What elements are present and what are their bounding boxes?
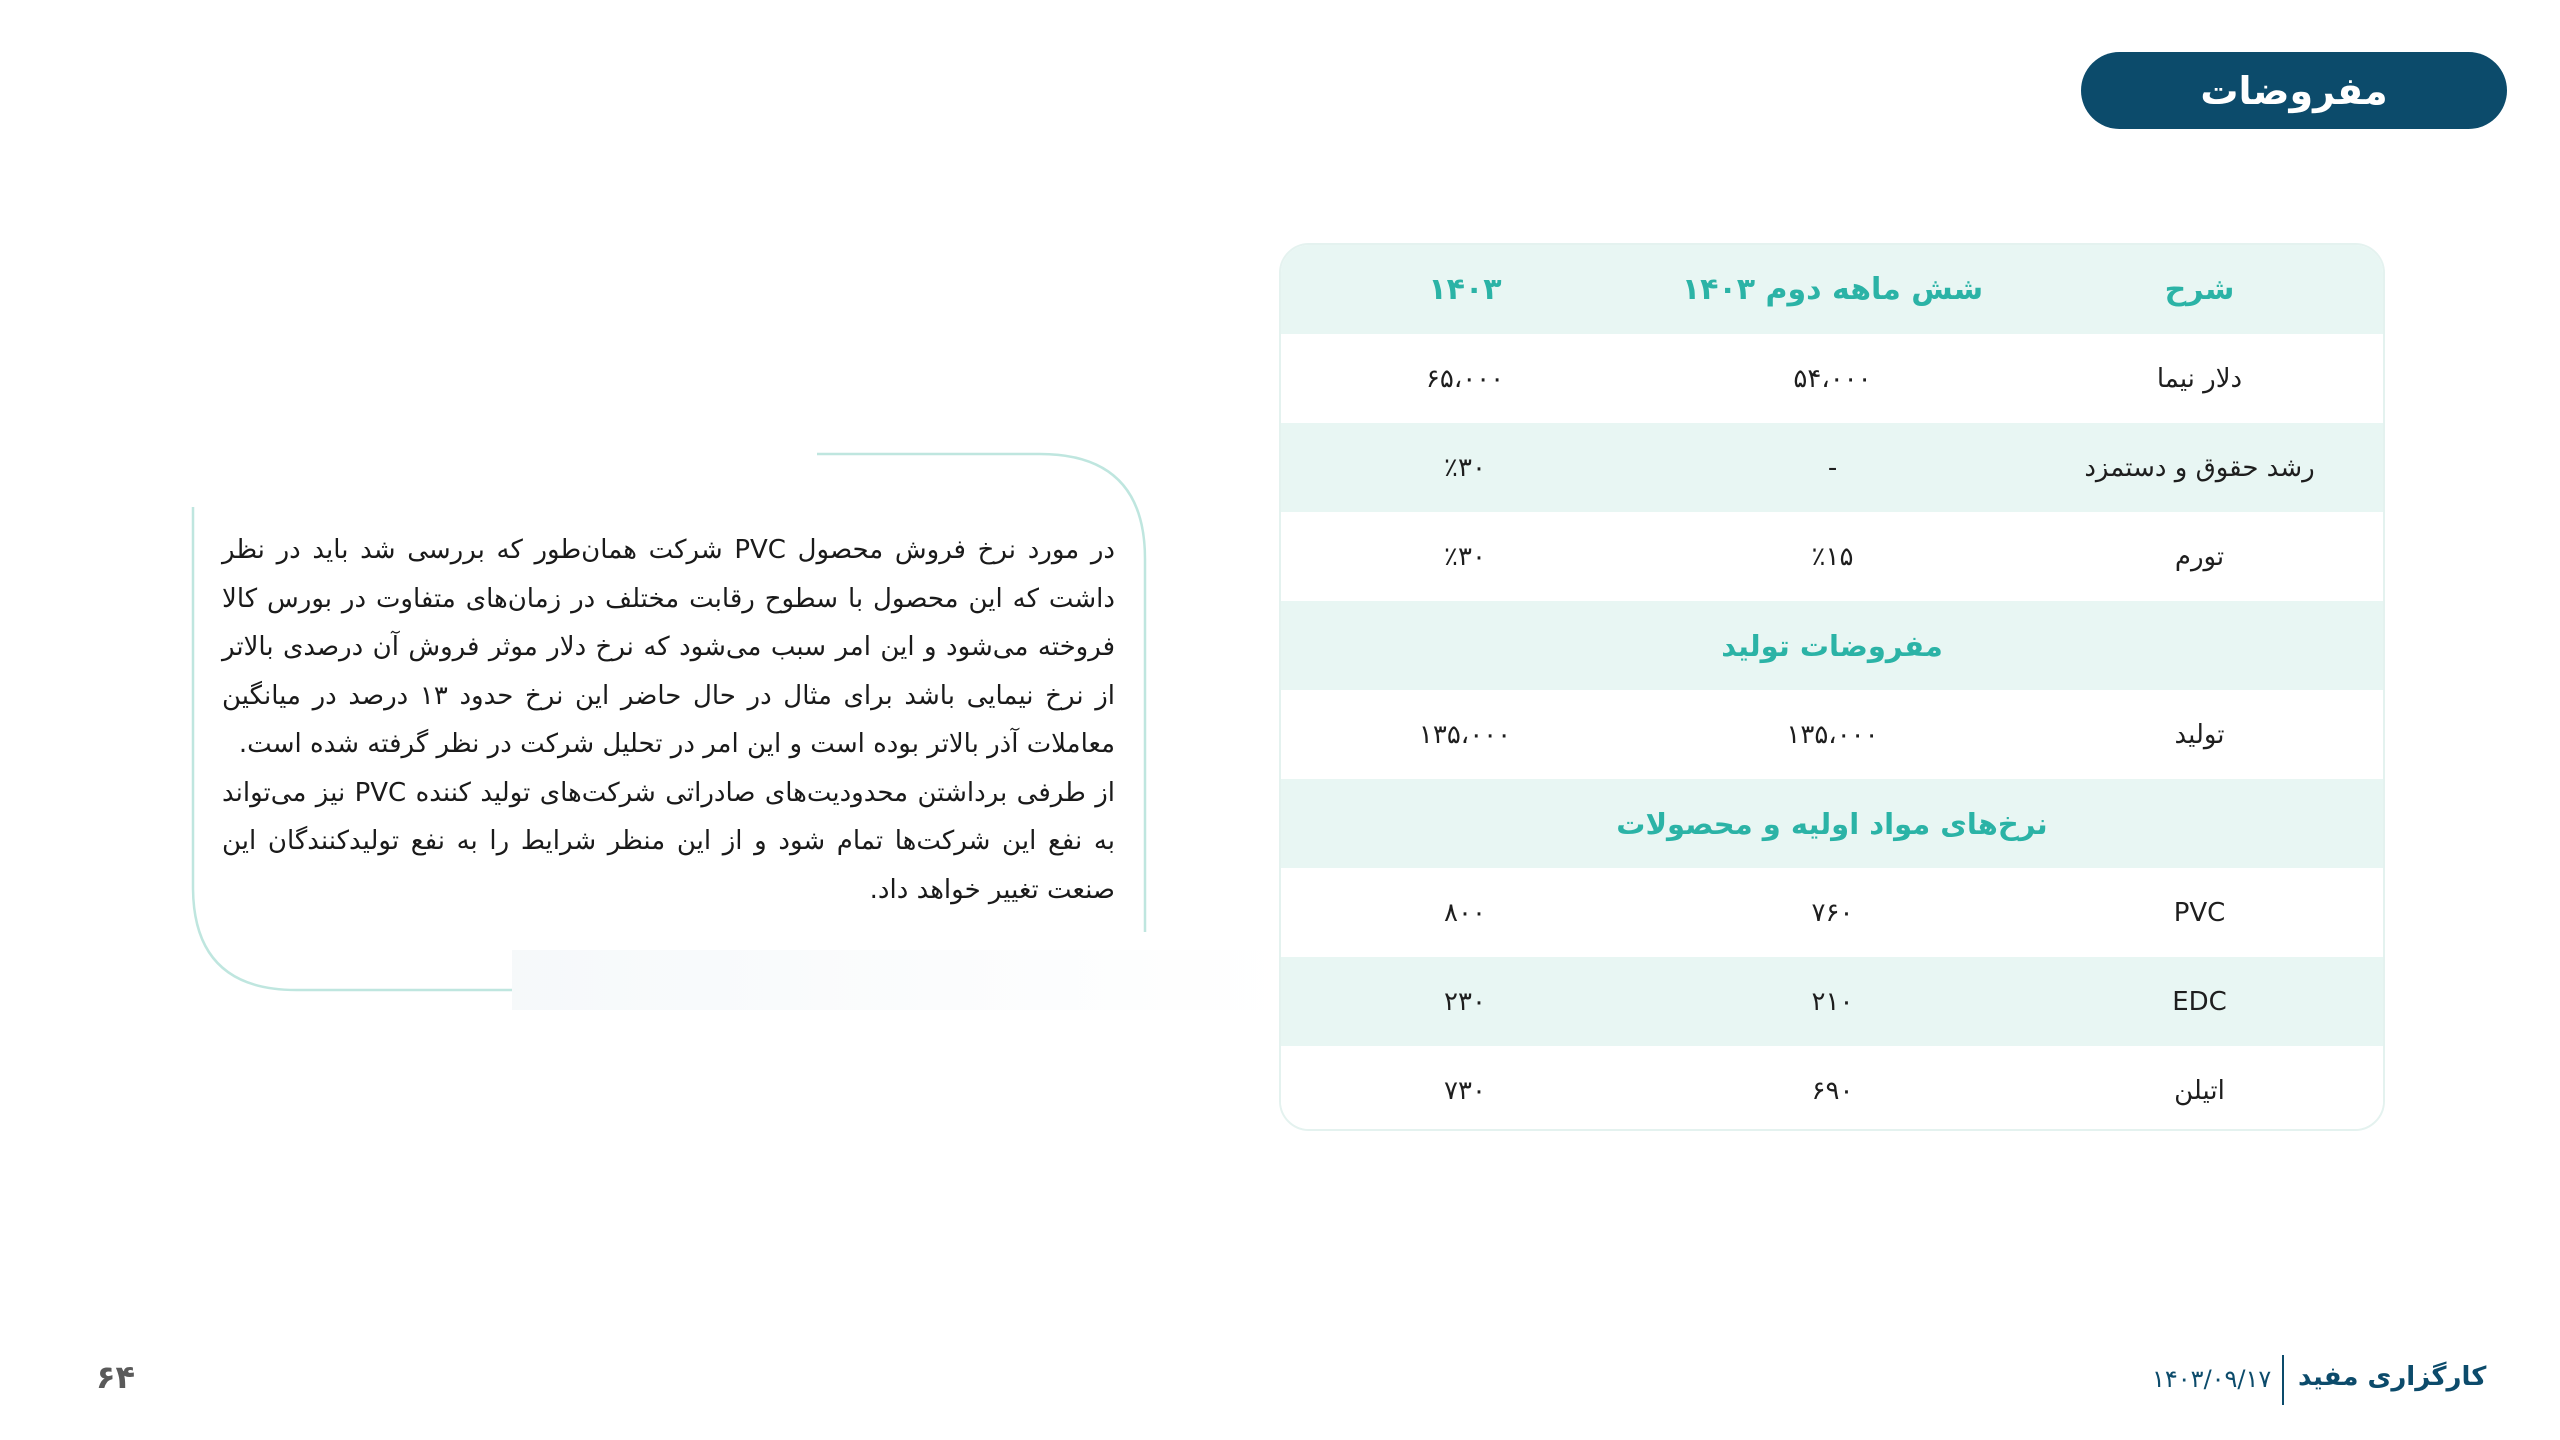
row-label: EDC xyxy=(2172,986,2227,1017)
assumptions-description xyxy=(222,526,1115,914)
table-row xyxy=(1281,690,2383,779)
row-value-half: ۲۱۰ xyxy=(1811,986,1854,1017)
section-title: مفروضات تولید xyxy=(1721,628,1943,663)
row-label: تولید xyxy=(2174,719,2225,750)
page-number: ۶۴ xyxy=(96,1358,136,1396)
table-row xyxy=(1281,512,2383,601)
paragraph-dollar-rate: در مورد نرخ فروش محصول PVC شرکت همان‌طور که بررسی شد باید در نظر داشت که این محصول با سطوح رقابت مختلف در زمان‌های متفاوت در بورس کالا فروخته می‌شود و این امر سبب می‌شود که نرخ دلار موثر فروش آن درصدی بالاتر از نرخ نیمایی باشد برای مثال در حال حاضر این نرخ حدود ۱۳ درصد در میانگین معاملات آذر بالاتر بوده است و این امر در تحلیل شرکت در نظر گرفته شده است. xyxy=(222,535,1115,759)
row-value-year: ٪۳۰ xyxy=(1444,452,1486,483)
row-value-half: - xyxy=(1827,452,1838,483)
header-second-half-1403: شش ماهه دوم ۱۴۰۳ xyxy=(1681,272,1984,307)
table-row xyxy=(1281,423,2383,512)
row-value-half: ۱۳۵،۰۰۰ xyxy=(1786,719,1879,750)
row-label: تورم xyxy=(2174,541,2225,572)
paragraph-export-limits: از طرفی برداشتن محدودیت‌های صادراتی شرکت‌های تولید کننده PVC نیز می‌تواند به نفع این شرکت‌ها تمام شود و از این منظر شرایط را به نفع تولیدکنندگان این صنعت تغییر خواهد داد. xyxy=(222,777,1115,905)
row-label: PVC xyxy=(2173,897,2226,928)
row-label: رشد حقوق و دستمزد xyxy=(2084,452,2315,483)
row-value-year: ۷۳۰ xyxy=(1444,1075,1486,1106)
row-value-half: ۶۹۰ xyxy=(1811,1075,1854,1106)
row-value-year: ۱۳۵،۰۰۰ xyxy=(1418,719,1512,750)
row-value-year: ۲۳۰ xyxy=(1444,986,1486,1017)
row-value-year: ۶۵،۰۰۰ xyxy=(1425,363,1505,394)
footer-divider xyxy=(2282,1355,2284,1405)
row-label: دلار نیما xyxy=(2156,363,2243,394)
row-value-half: ٪۱۵ xyxy=(1811,541,1854,572)
header-1403: ۱۴۰۳ xyxy=(1428,272,1502,307)
table-row xyxy=(1281,1046,2383,1131)
row-value-half: ۷۶۰ xyxy=(1811,897,1854,928)
report-date: ۱۴۰۳/۰۹/۱۷ xyxy=(2152,1365,2272,1393)
brand-name: کارگزاری مفید xyxy=(2298,1362,2487,1392)
header-description: شرح xyxy=(2164,272,2235,307)
row-value-year: ۸۰۰ xyxy=(1444,897,1486,928)
section-row-production xyxy=(1281,601,2383,690)
table-row xyxy=(1281,868,2383,957)
page-title: مفروضات xyxy=(2081,52,2507,129)
table-row xyxy=(1281,957,2383,1046)
row-label: اتیلن xyxy=(2174,1075,2225,1106)
row-value-half: ۵۴،۰۰۰ xyxy=(1793,363,1872,394)
table-row xyxy=(1281,334,2383,423)
assumptions-table xyxy=(1279,243,2385,1131)
section-row-rates xyxy=(1281,779,2383,868)
table-header-row xyxy=(1281,245,2383,334)
section-title: نرخ‌های مواد اولیه و محصولات xyxy=(1616,806,2048,841)
row-value-year: ٪۳۰ xyxy=(1444,541,1486,572)
